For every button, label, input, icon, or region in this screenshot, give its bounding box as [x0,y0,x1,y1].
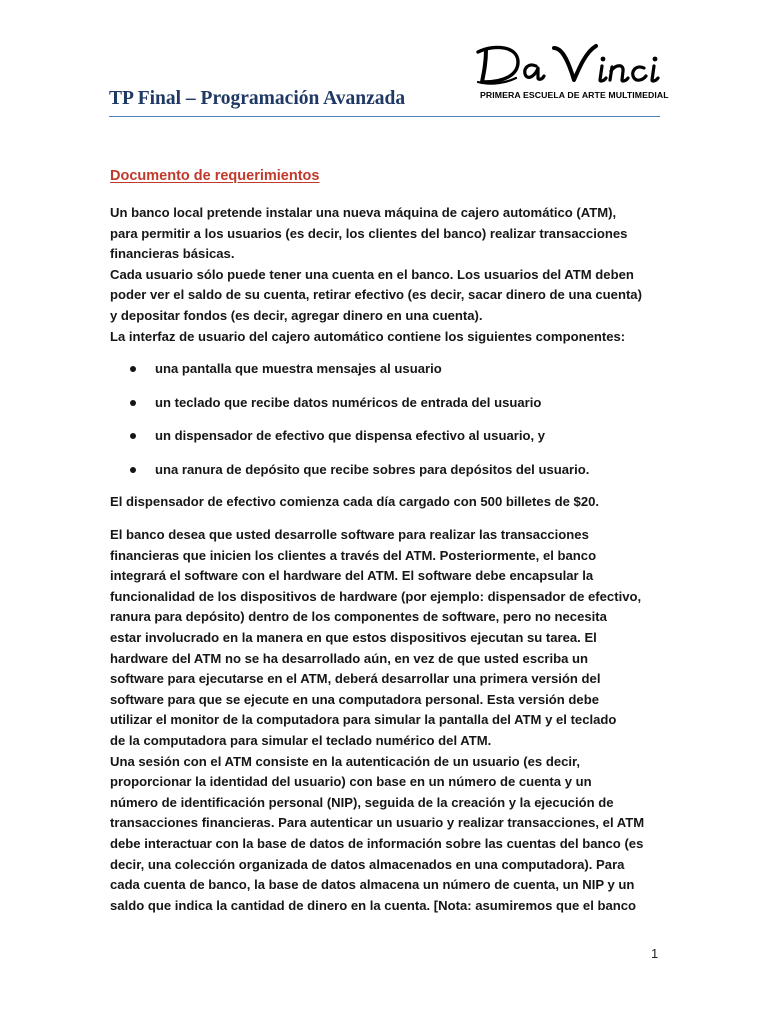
list-item-text: una pantalla que muestra mensajes al usuario [155,361,442,376]
intro-paragraph [110,203,670,347]
paragraph-line: funcionalidad de los dispositivos de hardware (por ejemplo: dispensador de efectivo, [110,588,642,604]
paragraph-line: financieras básicas. [110,246,235,262]
paragraph-line: financieras que inicien los clientes a través del ATM. Posteriormente, el banco [110,547,597,563]
list-item-text: un dispensador de efectivo que dispensa efectivo al usuario, y [155,428,546,443]
section-heading: Documento de requerimientos [110,168,320,184]
list-item-text: una ranura de depósito que recibe sobres para depósitos del usuario. [155,461,590,477]
paragraph-line: cada cuenta de banco, la base de datos almacena un número de cuenta, un NIP y un [110,877,635,893]
paragraph-line: de la computadora para simular el teclado numérico del ATM. [110,732,492,748]
paragraph-line: proporcionar la identidad del usuario) con base en un número de cuenta y un [110,774,592,790]
paragraph-line: estar involucrado en la manera en que estos dispositivos ejecutan su tarea. El [110,629,597,645]
paragraph-line: La interfaz de usuario del cajero automático contiene los siguientes componentes: [110,328,626,344]
davinci-logo-wordmark [472,38,682,90]
paragraph-line: integrará el software con el hardware del ATM. El software debe encapsular la [110,568,594,584]
bullet-icon [130,366,136,372]
paragraph-line: y depositar fondos (es decir, agregar dinero en una cuenta). [110,307,483,323]
bullet-icon [130,433,136,439]
paragraph-line: decir, una colección organizada de datos almacenados en una computadora). Para [110,856,625,872]
paragraph-line: El banco desea que usted desarrolle software para realizar las transacciones [110,527,589,542]
paragraph-line: software para ejecutarse en el ATM, deberá desarrollar una primera versión del [110,671,601,687]
logo-subtitle: PRIMERA ESCUELA DE ARTE MULTIMEDIAL [480,90,669,100]
page-number: 1 [651,946,659,961]
davinci-logo [472,38,682,108]
paragraph-line: número de identificación personal (NIP), seguida de la creación y la ejecución de [110,794,614,810]
paragraph-line: saldo que indica la cantidad de dinero en la cuenta. [Nota: asumiremos que el banco [110,897,637,913]
document-title: TP Final – Programación Avanzada [109,88,406,109]
paragraph-line: para permitir a los usuarios (es decir, los clientes del banco) realizar transacciones [110,225,628,241]
paragraph-line: software para que se ejecute en una computadora personal. Esta versión debe [110,691,599,707]
paragraph-line: Una sesión con el ATM consiste en la autenticación de un usuario (es decir, [110,753,581,769]
paragraph-line: utilizar el monitor de la computadora para simular la pantalla del ATM y el teclado [110,712,617,728]
paragraph-line: El dispensador de efectivo comienza cada día cargado con 500 billetes de $20. [110,494,600,509]
header-divider [109,116,660,117]
list-item-text: un teclado que recibe datos numéricos de entrada del usuario [155,394,542,410]
paragraph-line: transacciones financieras. Para autenticar un usuario y realizar transacciones, el ATM [110,815,645,831]
bullet-icon [130,400,136,406]
paragraph-line: hardware del ATM no se ha desarrollado aún, en vez de que usted escriba un [110,650,589,666]
paragraph-line: ranura para depósito) dentro de los componentes de software, pero no necesita [110,609,607,625]
bullet-icon [130,467,136,473]
paragraph-line: poder ver el saldo de su cuenta, retirar efectivo (es decir, sacar dinero de una cuenta) [110,287,642,303]
paragraph-line: debe interactuar con la base de datos de información sobre las cuentas del banco (es [110,835,644,851]
paragraph-line: Cada usuario sólo puede tener una cuenta en el banco. Los usuarios del ATM deben [110,266,634,282]
cash-dispenser-paragraph [110,492,670,513]
requirements-paragraph [110,525,670,916]
paragraph-line: Un banco local pretende instalar una nueva máquina de cajero automático (ATM), [110,205,617,220]
